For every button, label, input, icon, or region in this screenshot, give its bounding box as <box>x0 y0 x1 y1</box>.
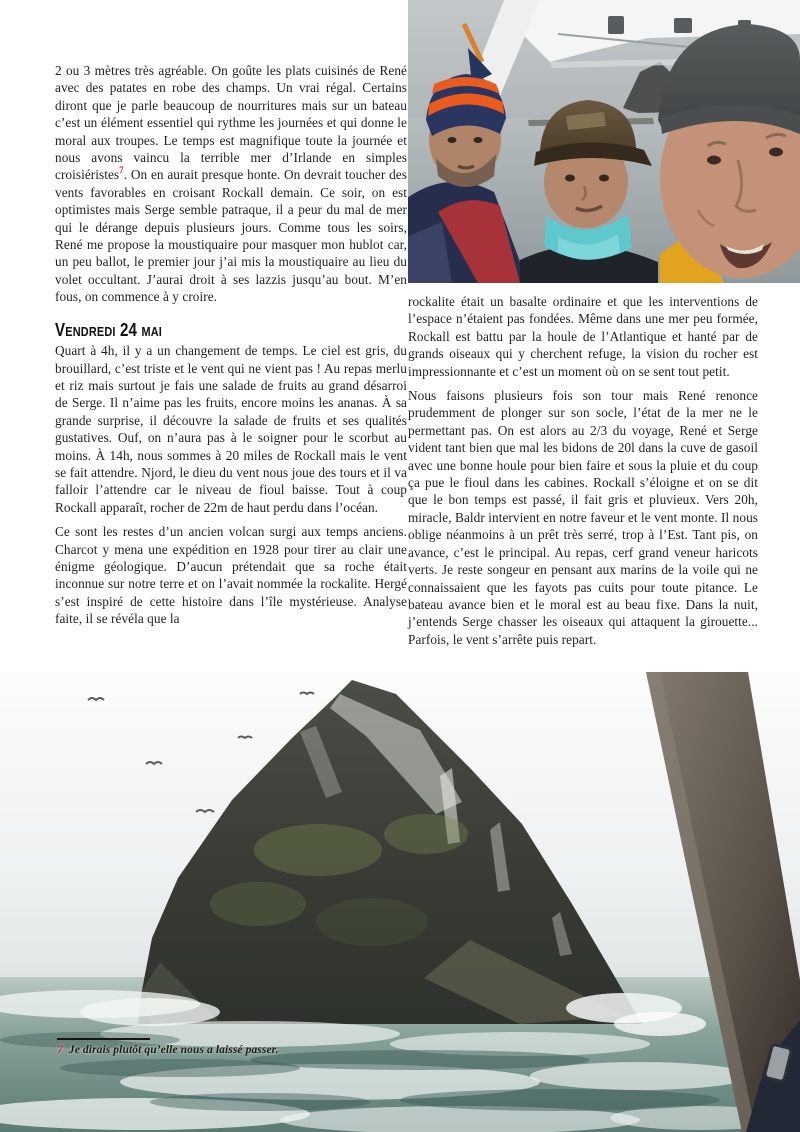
day-heading: Vendredi 24 mai <box>55 319 162 340</box>
footnote-rule <box>57 1038 150 1040</box>
selfie-photo <box>408 0 800 283</box>
rockall-photo-illustration <box>0 672 800 1132</box>
paragraph-2: Quart à 4h, il y a un changement de temps. Le ciel est gris, du brouillard, c’est triste et le vent qui ne vient pas ! Au repas merlu et riz mais surtout je fais une salade de fruits au grand désarroi de Serge. Il n’aime pas les fruits, encore moins les ananas. À sa grande surprise, il découvre la salade de fruits et ses qualités gustatives. Ouf, on n’aura pas à le soigner pour le scorbut au moins. À 14h, nous sommes à 20 miles de Rockall mais le vent se fait attendre. Njord, le dieu du vent nous joue des tours et il va falloir l’attendre car le niveau de fioul baisse. Tout à coup Rockall apparaît, rocher de 22m de haut perdu dans l’océan. <box>55 343 407 515</box>
footnote-text: Je dirais plutôt qu’elle nous a laissé passer. <box>68 1044 279 1056</box>
left-column <box>55 62 407 635</box>
footnote-number: 7 <box>57 1044 63 1056</box>
paragraph-5: Nous faisons plusieurs fois son tour mais René renonce prudemment de plonger sur son socle, l’état de la mer ne le permettant pas. On est alors au 2/3 du voyage, René et Serge vident tant bien que mal les bidons de 20l dans la cuve de gasoil avec une bonne houle pour bien faire et sous la pluie et du coup ça pue le fioul dans les cabines. Rockall s’éloigne et on se dit que le bon temps est passé, il fait gris et pluvieux. Vers 20h, miracle, Baldr intervient en notre faveur et le vent monte. Il nous oblige néanmoins à un prêt très serré, trop à l’Est. Tant pis, on avance, c’est le principal. Au repas, cerf grand veneur haricots verts. Je reste songeur en pensant aux marins de la voile qui ne connaissaient que les fayots pas cuits pour toute pitance. Le bateau avance bien et le moral est au beau fixe. Dans la nuit, j’entends Serge chasser les oiseaux qui attaquent la girouette... Parfois, le vent s’arrête puis repart. <box>408 388 758 647</box>
rockall-photo <box>0 672 800 1132</box>
paragraph-1-continued: . On en aurait presque honte. On devrait toucher des vents favorables en croisant Rockall demain. Ce soir, on est optimistes mais Serge semble patraque, il a peur du mal de mer qui le dérange depuis plusieurs jours. Comme tous les soirs, René me propose la moustiquaire pour masquer mon hublot car, un peu ballot, le premier jour j’ai mis la moustiquaire au lieu du volet occultant. J’aurai droit à ses lazzis jusqu’au bout. M’en fous, on commence à y croire. <box>55 167 407 305</box>
footnote-reference-7: 7 <box>119 165 124 176</box>
paragraph-4: rockalite était un basalte ordinaire et que les interventions de l’espace n’étaient pas fondées. Même dans une mer peu formée, Rockall est battu par la houle de l’Atlantique et hanté par de grands oiseaux qui y cherchent refuge, la vision du rocher est impressionnante et c’est un moment où on se sent tout petit. <box>408 294 758 379</box>
right-column <box>408 293 758 655</box>
selfie-photo-illustration <box>408 0 800 283</box>
paragraph-1-text: 2 ou 3 mètres très agréable. On goûte les plats cuisinés de René avec des patates en robe des champs. Un vrai régal. Certains diront que je parle beaucoup de nourritures mais sur un bateau c’est un élément essentiel qui rythme les journées et qui donne le moral aux troupes. Le temps est magnifique toute la journée et nous avons vaincu la terrible mer d’Irlande en simples croisiéristes <box>55 63 407 183</box>
paragraph-3: Ce sont les restes d’un ancien volcan surgi aux temps anciens. Charcot y mena une expédition en 1928 pour tirer au clair une énigme géologique. D’aucun prétendait que sa roche était inconnue sur notre terre et on l’avait nommée la rockalite. Hergé s’est inspiré de cette histoire dans l’île mystérieuse. Analyse faite, il se révéla que la <box>55 524 407 627</box>
footnote <box>57 1038 397 1056</box>
paragraph-1 <box>55 62 407 306</box>
